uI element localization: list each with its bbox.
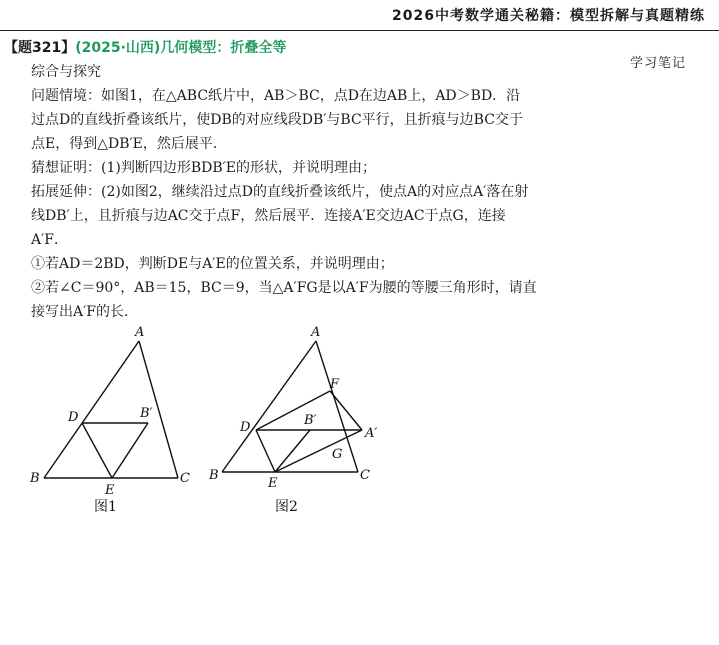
fig2-label-g: G xyxy=(332,447,343,462)
fig1-caption: 图1 xyxy=(94,499,117,515)
question-line: ②若∠C＝90°，AB＝15，BC＝9，当△A′FG是以A′F为腰的等腰三角形时，请直 xyxy=(31,280,537,296)
question-number: 【题321】 xyxy=(4,40,76,56)
fig2-fold-df xyxy=(256,391,330,430)
fig2-label-ap: A′ xyxy=(365,426,378,441)
fig1-label-a: A xyxy=(135,325,145,340)
question-line: 综合与探究 xyxy=(31,64,101,80)
book-title: 2026中考数学通关秘籍：模型拆解与真题精练 xyxy=(392,8,705,24)
figure-1 xyxy=(29,325,190,515)
fig1-label-d: D xyxy=(68,410,79,425)
fig2-label-c: C xyxy=(360,468,370,483)
fig2-label-b: B xyxy=(209,468,219,483)
fig2-fold-de xyxy=(256,430,275,472)
fig2-label-bp: B′ xyxy=(304,413,317,428)
figure-2 xyxy=(208,325,377,515)
question-source: (2025·山西)几何模型：折叠全等 xyxy=(75,40,287,56)
question-line: ①若AD＝2BD，判断DE与A′E的位置关系，并说明理由； xyxy=(31,256,394,272)
fig1-label-e: E xyxy=(105,483,115,498)
question-line: 猜想证明：(1)判断四边形BDB′E的形状，并说明理由； xyxy=(31,160,377,176)
fig1-fold-de xyxy=(82,423,112,478)
fig2-segment-ae xyxy=(275,430,362,472)
fig2-label-f: F xyxy=(330,377,340,392)
question-line: 点E，得到△DB′E，然后展平． xyxy=(31,136,227,152)
fig1-label-c: C xyxy=(180,471,190,486)
fig1-segment-be xyxy=(112,423,148,478)
fig1-label-bp: B′ xyxy=(140,406,153,421)
question-line: 线DB′上，且折痕与边AC交于点F，然后展平．连接A′E交边AC于点G，连接 xyxy=(31,208,506,224)
question-line: 接写出A′F的长． xyxy=(31,304,139,320)
fig2-caption: 图2 xyxy=(275,499,298,515)
question-line: 问题情境：如图1，在△ABC纸片中，AB＞BC，点D在边AB上，AD＞BD．沿 xyxy=(31,88,521,104)
fig2-segment-fa xyxy=(330,391,362,430)
study-notes-label: 学习笔记 xyxy=(630,56,687,71)
fig2-segment-be xyxy=(275,430,310,472)
fig2-label-e: E xyxy=(268,476,278,491)
question-line: A′F． xyxy=(31,232,69,248)
fig1-label-b: B xyxy=(30,471,40,486)
fig2-label-d: D xyxy=(240,420,251,435)
question-line: 拓展延伸：(2)如图2，继续沿过点D的直线折叠该纸片，使点A的对应点A′落在射 xyxy=(31,184,529,200)
fig2-label-a: A xyxy=(311,325,321,340)
question-line: 过点D的直线折叠该纸片，使DB的对应线段DB′与BC平行，且折痕与边BC交于 xyxy=(31,112,523,128)
